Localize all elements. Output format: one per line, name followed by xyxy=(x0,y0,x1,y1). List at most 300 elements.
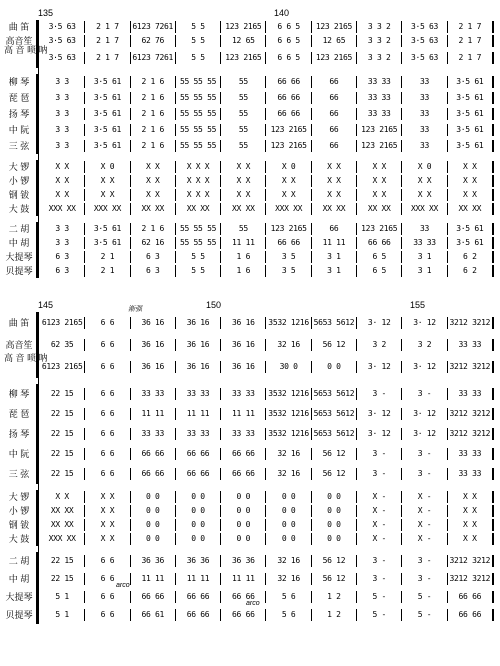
measure-cell: 3 - xyxy=(357,448,402,460)
measure-cell: 55 55 55 xyxy=(176,108,221,120)
measure-cell: 0 0 xyxy=(131,519,176,531)
instrument-label: 琵 琶 xyxy=(8,409,30,419)
measure-cell: X X X xyxy=(176,161,221,173)
measure-cell: 3212 3212 xyxy=(448,408,494,420)
measure-cell: 66 66 xyxy=(131,448,176,460)
measure-cell: 3·5 63 xyxy=(402,52,447,64)
measure-cell: X - xyxy=(402,491,447,503)
measure-cell: 3 1 xyxy=(402,251,447,263)
measure-cell: 32 16 xyxy=(266,339,311,351)
measure-cell: 32 16 xyxy=(266,468,311,480)
instrument-label: 琵 琶 xyxy=(8,93,30,103)
measure-cell: 3 1 xyxy=(312,251,357,263)
measure-cell: 6 6 xyxy=(85,317,130,329)
measure-number: 140 xyxy=(274,8,290,18)
measure-cell: 2 1 6 xyxy=(131,140,176,152)
staff-row xyxy=(0,202,500,216)
measure-cell: 5 5 xyxy=(176,251,221,263)
instrument-label: 中 阮 xyxy=(8,449,30,459)
measure-cell: X X xyxy=(85,189,130,201)
measure-cell: 123 2165 xyxy=(312,52,357,64)
measure-cell: X - xyxy=(402,533,447,545)
measure-cell: X X xyxy=(85,533,130,545)
measure-cell: 5653 5612 xyxy=(312,317,357,329)
measure-cell: 123 2165 xyxy=(357,124,402,136)
measure-cell: 30 0 xyxy=(266,361,311,373)
staff-row xyxy=(0,264,500,278)
staff-row xyxy=(0,312,500,334)
measure-cell: 2 1 6 xyxy=(131,108,176,120)
measure-cell: 6 6 xyxy=(85,408,130,420)
measure-cell: X X xyxy=(85,505,130,517)
measure-cell: 5 5 xyxy=(176,21,221,33)
measure-cell: 62 16 xyxy=(131,237,176,249)
note-line xyxy=(40,317,494,329)
measure-cell: 1 2 xyxy=(312,609,357,621)
note-line xyxy=(40,339,494,351)
measure-number: 155 xyxy=(410,300,426,310)
measure-cell: 66 66 xyxy=(131,591,176,603)
measure-cell: 123 2165 xyxy=(266,223,311,235)
measure-cell: 2 1 6 xyxy=(131,124,176,136)
measure-cell: X X xyxy=(312,161,357,173)
measure-cell: 33 33 xyxy=(357,76,402,88)
measure-cell: 3212 3212 xyxy=(448,555,494,567)
note-line xyxy=(40,108,494,120)
instrument-label: 小 锣 xyxy=(8,176,30,186)
measure-cell: 2 1 6 xyxy=(131,76,176,88)
measure-cell: 0 0 xyxy=(131,533,176,545)
measure-cell: 66 66 xyxy=(176,468,221,480)
measure-cell: 3· 12 xyxy=(402,428,447,440)
measure-cell: 6 6 xyxy=(85,468,130,480)
measure-cell: 66 66 xyxy=(266,76,311,88)
measure-cell: X X xyxy=(85,175,130,187)
note-line xyxy=(40,251,494,263)
measure-cell: 3532 1216 xyxy=(266,388,311,400)
measure-cell: 0 0 xyxy=(312,491,357,503)
measure-cell: 55 xyxy=(221,124,266,136)
staff-row xyxy=(0,570,500,588)
measure-cell: X - xyxy=(402,505,447,517)
measure-cell: X X xyxy=(402,189,447,201)
measure-cell: 22 15 xyxy=(40,468,85,480)
measure-cell: 5653 5612 xyxy=(312,428,357,440)
instrument-label: 贝提琴 xyxy=(5,266,33,276)
measure-cell: X 0 xyxy=(266,161,311,173)
measure-cell: 3 2 xyxy=(357,339,402,351)
measure-cell: 32 16 xyxy=(266,448,311,460)
staff-row xyxy=(0,138,500,154)
measure-cell: 3 3 xyxy=(40,92,85,104)
measure-cell: 33 xyxy=(402,92,447,104)
staff-row xyxy=(0,160,500,174)
measure-cell: 5 5 xyxy=(176,35,221,47)
measure-cell: 3 5 xyxy=(266,251,311,263)
measure-cell: X X xyxy=(85,519,130,531)
note-line xyxy=(40,237,494,249)
measure-cell: 3 3 xyxy=(40,140,85,152)
measure-cell: X X xyxy=(221,175,266,187)
measure-cell: 0 0 xyxy=(176,505,221,517)
measure-cell: X X xyxy=(448,175,494,187)
measure-cell: 55 55 55 xyxy=(176,140,221,152)
measure-cell: 66 xyxy=(312,92,357,104)
note-line xyxy=(40,265,494,277)
measure-cell: 33 33 xyxy=(131,388,176,400)
measure-cell: 33 33 xyxy=(176,388,221,400)
measure-cell: 3·5 61 xyxy=(85,76,130,88)
measure-cell: 66 66 xyxy=(221,609,266,621)
measure-cell: 66 66 xyxy=(221,468,266,480)
measure-cell: X X xyxy=(402,175,447,187)
note-line xyxy=(40,408,494,420)
measure-cell: 3 3 xyxy=(40,76,85,88)
measure-cell: XX XX xyxy=(176,203,221,215)
measure-cell: 66 61 xyxy=(131,609,176,621)
measure-cell: X - xyxy=(357,505,402,517)
arco-marking: arco xyxy=(246,600,260,607)
measure-cell: X X xyxy=(266,189,311,201)
measure-cell: 33 33 xyxy=(176,428,221,440)
measure-cell: 55 xyxy=(221,223,266,235)
measure-cell: X X X xyxy=(176,189,221,201)
measure-cell: 3532 1216 xyxy=(266,428,311,440)
note-line xyxy=(40,203,494,215)
measure-cell: 3 - xyxy=(357,573,402,585)
measure-cell: 36 16 xyxy=(176,317,221,329)
instrument-label: 柳 琴 xyxy=(8,77,30,87)
measure-cell: X X xyxy=(357,189,402,201)
staff-row xyxy=(0,353,500,378)
instrument-label: 钢 钹 xyxy=(8,190,30,200)
measure-cell: 5 1 xyxy=(40,591,85,603)
measure-cell: 6 6 xyxy=(85,591,130,603)
measure-cell: 6 6 xyxy=(85,555,130,567)
instrument-label: 中 胡 xyxy=(8,238,30,248)
measure-cell: 2 1 7 xyxy=(85,21,130,33)
measure-cell: 2 1 7 xyxy=(448,35,494,47)
measure-number: 145 xyxy=(38,300,54,310)
instrument-label: 曲 笛 xyxy=(8,318,30,328)
measure-cell: X X xyxy=(448,533,494,545)
staff-row xyxy=(0,552,500,570)
instrument-label: 二 胡 xyxy=(8,556,30,566)
measure-cell: 56 12 xyxy=(312,448,357,460)
measure-cell: 2 1 7 xyxy=(85,35,130,47)
instrument-label: 三 弦 xyxy=(8,141,30,151)
measure-cell: 3532 1216 xyxy=(266,317,311,329)
note-line xyxy=(40,388,494,400)
measure-cell: XX XX xyxy=(131,203,176,215)
measure-cell: 33 33 xyxy=(448,339,494,351)
measure-cell: 66 66 xyxy=(176,448,221,460)
instrument-label: 扬 琴 xyxy=(8,109,30,119)
measure-cell: 56 12 xyxy=(312,468,357,480)
measure-cell: 3·5 63 xyxy=(40,21,85,33)
note-line xyxy=(40,573,494,585)
measure-cell: X X xyxy=(221,161,266,173)
staff-row xyxy=(0,532,500,546)
measure-cell: 55 55 55 xyxy=(176,237,221,249)
measure-cell: 66 66 xyxy=(131,468,176,480)
measure-cell: 66 xyxy=(312,76,357,88)
measure-cell: X X xyxy=(266,175,311,187)
measure-cell: XX XX xyxy=(312,203,357,215)
measure-cell: 3 - xyxy=(402,388,447,400)
measure-cell: 123 2165 xyxy=(357,223,402,235)
measure-cell: 3 - xyxy=(357,388,402,400)
dynamic-marking: 渐强 xyxy=(128,306,142,313)
note-line xyxy=(40,428,494,440)
measure-cell: 6 5 xyxy=(357,265,402,277)
staff-row xyxy=(0,504,500,518)
measure-cell: 66 66 xyxy=(266,237,311,249)
measure-cell: X X xyxy=(40,175,85,187)
measure-cell: 22 15 xyxy=(40,428,85,440)
measure-number: 150 xyxy=(206,300,222,310)
measure-cell: 22 15 xyxy=(40,408,85,420)
measure-cell: 0 0 xyxy=(176,491,221,503)
measure-cell: X - xyxy=(402,519,447,531)
measure-cell: 3 - xyxy=(357,468,402,480)
measure-cell: 55 55 55 xyxy=(176,76,221,88)
arco-marking: arco xyxy=(116,582,130,589)
measure-cell: 5 6 xyxy=(266,609,311,621)
measure-cell: 6 3 xyxy=(131,265,176,277)
measure-cell: 5 1 xyxy=(40,609,85,621)
measure-cell: 22 15 xyxy=(40,555,85,567)
instrument-label: 大 锣 xyxy=(8,162,30,172)
system-barline xyxy=(38,20,39,278)
measure-cell: 22 15 xyxy=(40,388,85,400)
instrument-label: 曲 笛 xyxy=(8,22,30,32)
instrument-label: 大 鼓 xyxy=(8,204,30,214)
measure-cell: X X xyxy=(448,161,494,173)
measure-cell: 3 1 xyxy=(312,265,357,277)
measure-cell: 11 11 xyxy=(176,408,221,420)
note-line xyxy=(40,140,494,152)
measure-cell: 6 6 xyxy=(85,388,130,400)
measure-cell: 36 36 xyxy=(176,555,221,567)
measure-cell: 12 65 xyxy=(312,35,357,47)
measure-cell: 36 16 xyxy=(131,339,176,351)
measure-cell: 33 xyxy=(402,108,447,120)
measure-cell: 1 6 xyxy=(221,265,266,277)
staff-row xyxy=(0,606,500,624)
measure-cell: XXX XX xyxy=(85,203,130,215)
measure-cell: 11 11 xyxy=(131,408,176,420)
measure-cell: 66 66 xyxy=(448,609,494,621)
instrument-label: 高音笙 xyxy=(5,36,33,46)
measure-cell: 66 66 xyxy=(221,591,266,603)
staff-row xyxy=(0,250,500,264)
measure-cell: 66 66 xyxy=(266,108,311,120)
measure-cell: 3·5 61 xyxy=(85,223,130,235)
measure-cell: 3·5 61 xyxy=(448,108,494,120)
measure-cell: 0 0 xyxy=(131,505,176,517)
measure-cell: 55 xyxy=(221,76,266,88)
measure-cell: 3· 12 xyxy=(357,317,402,329)
measure-cell: 0 0 xyxy=(221,533,266,545)
measure-cell: 3· 12 xyxy=(402,317,447,329)
measure-cell: 3 3 2 xyxy=(357,52,402,64)
measure-cell: 6 6 xyxy=(85,448,130,460)
measure-cell: 6 2 xyxy=(448,265,494,277)
measure-cell: 6 3 xyxy=(40,265,85,277)
measure-cell: X - xyxy=(357,491,402,503)
note-line xyxy=(40,124,494,136)
measure-cell: 33 xyxy=(402,124,447,136)
measure-cell: 11 11 xyxy=(221,408,266,420)
note-line xyxy=(40,76,494,88)
measure-cell: XX XX xyxy=(40,505,85,517)
note-line xyxy=(40,555,494,567)
measure-cell: 2 1 6 xyxy=(131,223,176,235)
measure-cell: 3 - xyxy=(357,555,402,567)
instrument-label: 柳 琴 xyxy=(8,389,30,399)
note-line xyxy=(40,491,494,503)
measure-cell: 62 76 xyxy=(131,35,176,47)
measure-cell: 2 1 6 xyxy=(131,92,176,104)
measure-cell: X X xyxy=(131,161,176,173)
measure-cell: 1 2 xyxy=(312,591,357,603)
note-line xyxy=(40,468,494,480)
note-line xyxy=(40,161,494,173)
instrument-label: 高 音 唢 呐 xyxy=(4,45,48,55)
measure-cell: 6 6 xyxy=(85,573,130,585)
measure-cell: 2 1 7 xyxy=(85,52,130,64)
measure-cell: 3 2 xyxy=(402,339,447,351)
measure-cell: 3 5 xyxy=(266,265,311,277)
measure-cell: 3·5 61 xyxy=(85,140,130,152)
instrument-label: 中 胡 xyxy=(8,574,30,584)
measure-cell: 0 0 xyxy=(266,491,311,503)
measure-cell: 0 0 xyxy=(266,519,311,531)
staff-row xyxy=(0,45,500,68)
measure-cell: 3·5 61 xyxy=(448,76,494,88)
measure-cell: X X xyxy=(40,161,85,173)
measure-cell: 3 - xyxy=(402,468,447,480)
note-line xyxy=(40,223,494,235)
measure-cell: 0 0 xyxy=(312,533,357,545)
measure-cell: X X xyxy=(357,175,402,187)
measure-cell: 5 5 xyxy=(176,52,221,64)
measure-cell: X X xyxy=(221,189,266,201)
measure-cell: 36 16 xyxy=(176,361,221,373)
measure-cell: XX XX xyxy=(221,203,266,215)
measure-cell: 5 6 xyxy=(266,591,311,603)
instrument-label: 高音笙 xyxy=(5,340,33,350)
measure-cell: 3 - xyxy=(402,573,447,585)
measure-cell: 55 xyxy=(221,92,266,104)
measure-cell: XX XX xyxy=(357,203,402,215)
measure-cell: 6123 2165 xyxy=(40,361,85,373)
measure-cell: 66 66 xyxy=(448,591,494,603)
measure-cell: 6123 7261 xyxy=(131,21,176,33)
staff-row xyxy=(0,122,500,138)
measure-cell: 123 2165 xyxy=(266,124,311,136)
measure-cell: 3· 12 xyxy=(357,408,402,420)
measure-cell: 6 5 xyxy=(357,251,402,263)
measure-cell: 55 55 55 xyxy=(176,223,221,235)
measure-cell: 2 1 xyxy=(85,265,130,277)
note-line xyxy=(40,21,494,33)
measure-cell: 3·5 61 xyxy=(85,108,130,120)
measure-cell: 11 11 xyxy=(312,237,357,249)
measure-cell: X X X xyxy=(176,175,221,187)
measure-cell: XXX XX xyxy=(40,203,85,215)
instrument-label: 贝提琴 xyxy=(5,610,33,620)
measure-cell: 56 12 xyxy=(312,555,357,567)
measure-cell: 123 2165 xyxy=(312,21,357,33)
measure-cell: XXX XX xyxy=(266,203,311,215)
measure-cell: 36 16 xyxy=(131,317,176,329)
measure-cell: 3212 3212 xyxy=(448,428,494,440)
measure-cell: 12 65 xyxy=(221,35,266,47)
measure-cell: X X xyxy=(131,189,176,201)
measure-cell: 66 xyxy=(312,108,357,120)
note-line xyxy=(40,35,494,47)
measure-cell: 3· 12 xyxy=(357,361,402,373)
measure-cell: 3· 12 xyxy=(402,408,447,420)
measure-cell: 123 2165 xyxy=(266,140,311,152)
measure-cell: 55 xyxy=(221,140,266,152)
measure-cell: 32 16 xyxy=(266,573,311,585)
measure-cell: 36 16 xyxy=(176,339,221,351)
measure-cell: 11 11 xyxy=(176,573,221,585)
measure-cell: 36 16 xyxy=(131,361,176,373)
measure-cell: 3· 12 xyxy=(357,428,402,440)
measure-cell: 3·5 61 xyxy=(448,223,494,235)
measure-cell: X X xyxy=(40,189,85,201)
measure-cell: 36 16 xyxy=(221,339,266,351)
measure-cell: 2 1 7 xyxy=(448,52,494,64)
staff-row xyxy=(0,424,500,444)
instrument-label: 高 音 唢 呐 xyxy=(4,353,48,363)
measure-cell: X X xyxy=(85,491,130,503)
measure-cell: 0 0 xyxy=(266,533,311,545)
staff-row xyxy=(0,90,500,106)
measure-cell: X X xyxy=(312,189,357,201)
measure-cell: 6 6 xyxy=(85,361,130,373)
measure-cell: 56 12 xyxy=(312,339,357,351)
note-line xyxy=(40,533,494,545)
instrument-label: 中 阮 xyxy=(8,125,30,135)
measure-cell: 11 11 xyxy=(221,573,266,585)
measure-cell: 5 5 xyxy=(176,265,221,277)
measure-cell: 11 11 xyxy=(131,573,176,585)
measure-cell: 0 0 xyxy=(221,491,266,503)
staff-row xyxy=(0,74,500,90)
measure-cell: 11 11 xyxy=(221,237,266,249)
measure-cell: 6 6 5 xyxy=(266,35,311,47)
measure-cell: 66 66 xyxy=(357,237,402,249)
measure-cell: 3·5 63 xyxy=(40,52,85,64)
measure-cell: 6123 2165 xyxy=(40,317,85,329)
measure-cell: 66 xyxy=(312,223,357,235)
measure-cell: 6 3 xyxy=(40,251,85,263)
staff-row xyxy=(0,236,500,250)
measure-cell: 6 3 xyxy=(131,251,176,263)
measure-cell: 3212 3212 xyxy=(448,573,494,585)
measure-cell: 3 3 xyxy=(40,124,85,136)
instrument-label: 大 鼓 xyxy=(8,534,30,544)
measure-cell: 33 33 xyxy=(402,237,447,249)
staff-row xyxy=(0,188,500,202)
measure-cell: 33 33 xyxy=(357,92,402,104)
measure-cell: 123 2165 xyxy=(221,52,266,64)
